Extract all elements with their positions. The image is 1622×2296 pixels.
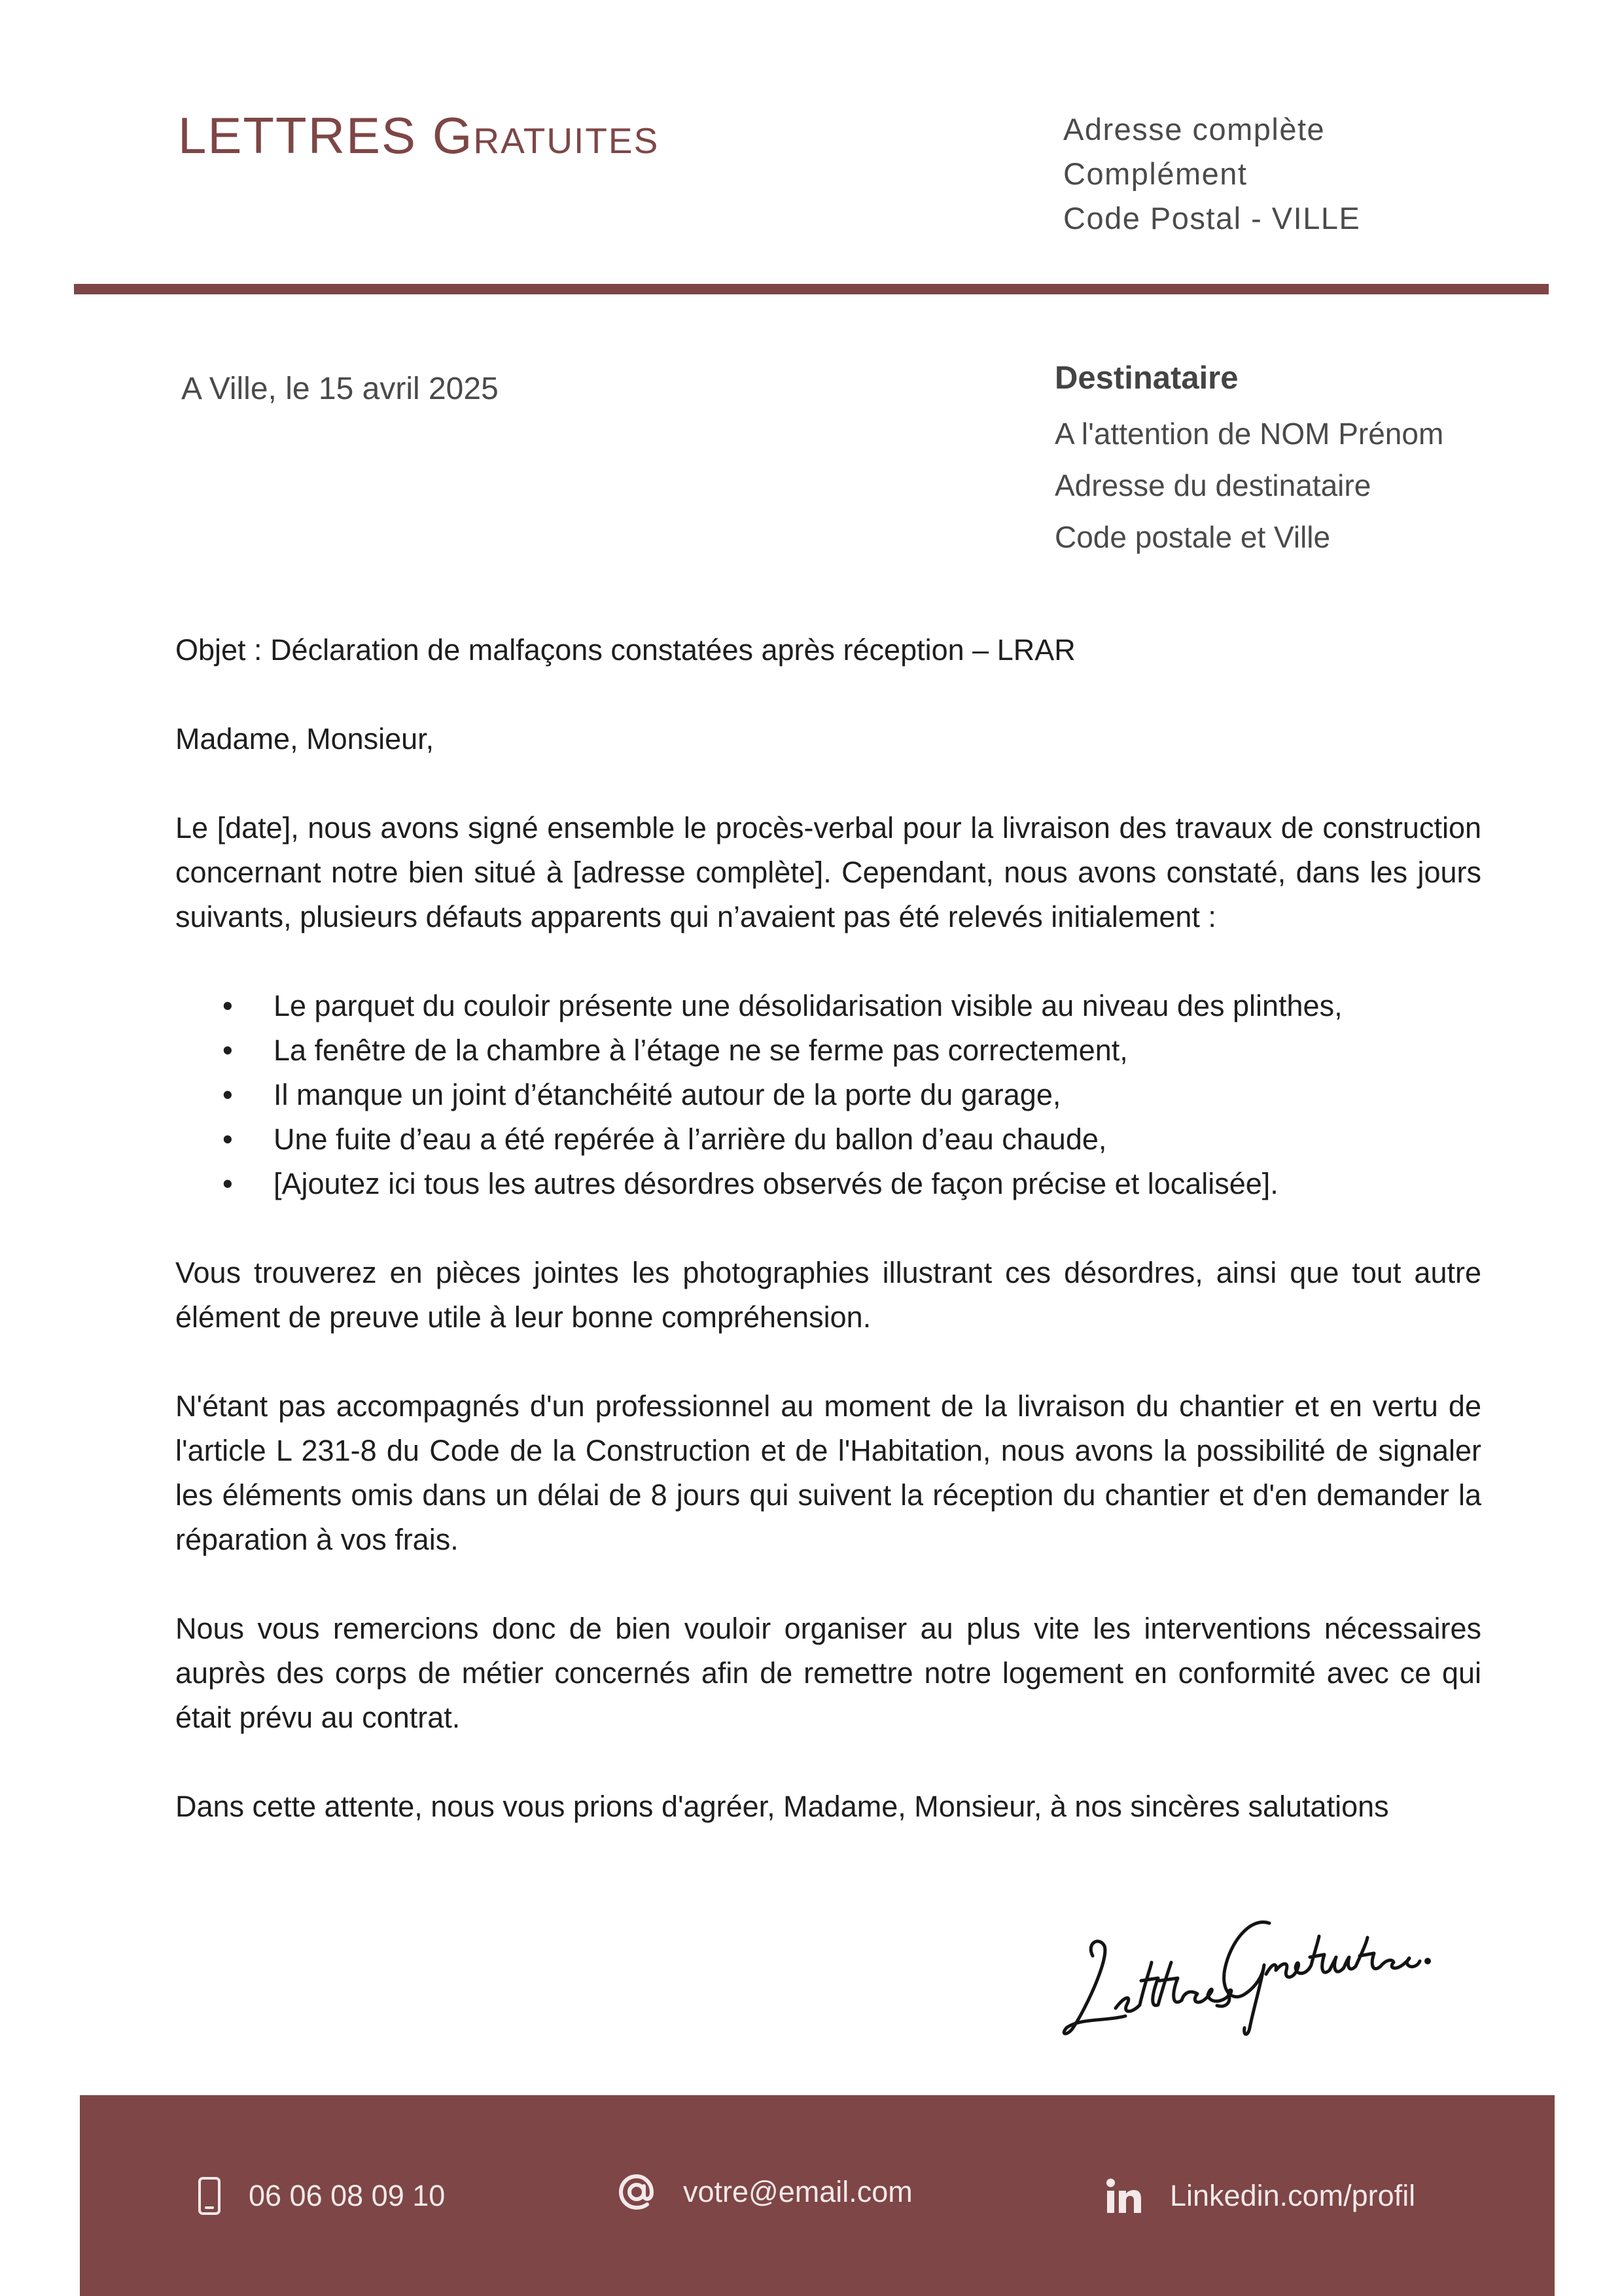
linkedin-icon bbox=[1106, 2178, 1142, 2214]
list-item bbox=[175, 1073, 1481, 1117]
footer-email[interactable] bbox=[618, 2091, 913, 2292]
at-icon bbox=[618, 2173, 656, 2211]
linkedin-url: Linkedin.com/profil bbox=[1170, 2178, 1416, 2212]
sender-address-line: Complément bbox=[1063, 156, 1248, 191]
bullet-icon: • bbox=[222, 1034, 233, 1067]
bullet-icon: • bbox=[222, 1167, 233, 1200]
sender-address-line: Code Postal - VILLE bbox=[1063, 201, 1361, 235]
defect-text: [Ajoutez ici tous les autres désordres observés de façon précise et localisée]. bbox=[273, 1167, 1278, 1200]
defect-text: Il manque un joint d’étanchéité autour de la porte du garage, bbox=[273, 1078, 1061, 1111]
letter-intro: Le [date], nous avons signé ensemble le procès-verbal pour la livraison des travaux de construction concernant notre bien situé à [adresse complète]. Cependant, nous avons constaté, dans les jours suivants, plusieurs défauts apparents qui n’avaient pas été relevés initialement : bbox=[175, 811, 1481, 933]
list-item bbox=[175, 1162, 1481, 1206]
list-item bbox=[175, 984, 1481, 1028]
defect-text: La fenêtre de la chambre à l’étage ne se ferme pas correctement, bbox=[273, 1034, 1128, 1067]
email-address: votre@email.com bbox=[683, 2174, 913, 2208]
recipient-line: A l'attention de NOM Prénom bbox=[1055, 417, 1444, 451]
footer-linkedin[interactable] bbox=[1106, 2095, 1415, 2296]
bullet-icon: • bbox=[222, 1078, 233, 1111]
brand-sub: Gratuites bbox=[432, 107, 660, 164]
contact-footer bbox=[80, 2095, 1555, 2296]
letter-salutation: Madame, Monsieur, bbox=[175, 722, 434, 756]
recipient-block bbox=[1055, 360, 1443, 563]
list-item bbox=[175, 1028, 1481, 1073]
recipient-line: Adresse du destinataire bbox=[1055, 468, 1371, 502]
letter-object: Objet : Déclaration de malfaçons constatées après réception – LRAR bbox=[175, 633, 1076, 667]
defect-text: Une fuite d’eau a été repérée à l’arrière du ballon d’eau chaude, bbox=[273, 1122, 1107, 1156]
bullet-icon: • bbox=[222, 989, 233, 1022]
sender-address bbox=[1063, 107, 1360, 241]
list-item bbox=[175, 1117, 1481, 1162]
bullet-icon: • bbox=[222, 1122, 233, 1156]
letter-request: Nous vous remercions donc de bien vouloir organiser au plus vite les interventions nécessaires auprès des corps de métier concernés afin de remettre notre logement en conformité avec ce qui était prévu au contrat. bbox=[175, 1612, 1481, 1734]
brand-main: LETTRES bbox=[178, 107, 417, 164]
brand-logo bbox=[178, 107, 660, 164]
defects-list bbox=[175, 984, 1481, 1206]
phone-number: 06 06 08 09 10 bbox=[249, 2178, 446, 2212]
signature-image bbox=[1053, 1897, 1433, 2054]
letter-body bbox=[175, 628, 1481, 1873]
letter-legal: N'étant pas accompagnés d'un professionnel au moment de la livraison du chantier et en vertu de l'article L 231-8 du Code de la Construction et de l'Habitation, nous avons la possibilité de signaler les éléments omis dans un délai de 8 jours qui suivent la réception du chantier et d'en demander la réparation à vos frais. bbox=[175, 1389, 1481, 1556]
recipient-line: Code postale et Ville bbox=[1055, 520, 1331, 554]
letter-closing: Dans cette attente, nous vous prions d'agréer, Madame, Monsieur, à nos sincères salutations bbox=[175, 1790, 1389, 1823]
defect-text: Le parquet du couloir présente une désolidarisation visible au niveau des plinthes, bbox=[273, 989, 1343, 1022]
footer-phone[interactable] bbox=[198, 2095, 445, 2296]
sender-address-line: Adresse complète bbox=[1063, 112, 1326, 147]
header-divider bbox=[74, 284, 1549, 294]
letter-attachments: Vous trouverez en pièces jointes les photographies illustrant ces désordres, ainsi que tout autre élément de preuve utile à leur bonne compréhension. bbox=[175, 1256, 1481, 1334]
phone-icon bbox=[198, 2176, 221, 2216]
letter-date: A Ville, le 15 avril 2025 bbox=[181, 372, 499, 406]
recipient-title: Destinataire bbox=[1055, 360, 1239, 396]
